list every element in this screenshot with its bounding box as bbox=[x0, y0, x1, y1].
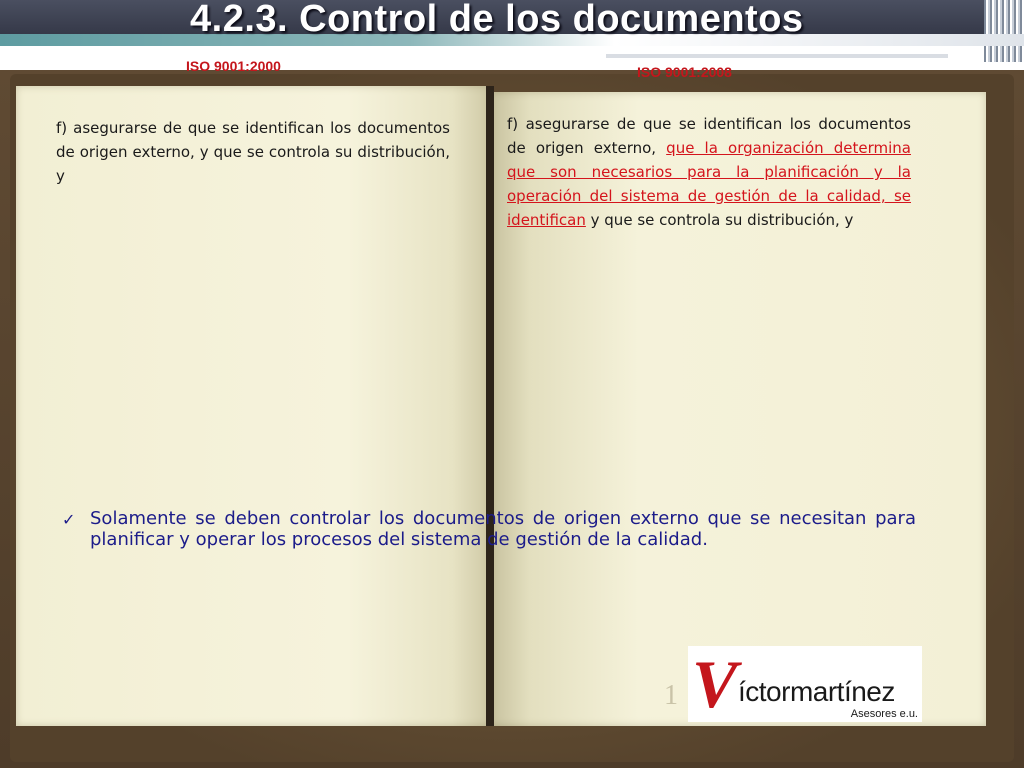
right-text-highlight: que la organización determina que son necesarios para la planificación y la operación del sistema de gestión de la calidad, se identifican bbox=[507, 139, 911, 229]
right-text-end: y que se controla su distribución, y bbox=[585, 211, 854, 229]
right-text-start: f) asegurarse de que se identifican los documentos de origen externo, bbox=[507, 115, 911, 157]
company-logo bbox=[688, 646, 922, 722]
logo-name: íctormartínez bbox=[738, 676, 895, 707]
accent-line-secondary bbox=[606, 54, 948, 58]
right-page-text bbox=[507, 112, 911, 232]
logo-subtitle: Asesores e.u. bbox=[850, 708, 918, 720]
check-icon: ✓ bbox=[62, 510, 76, 529]
left-page-text: f) asegurarse de que se identifican los documentos de origen externo, y que se controla su distribución, y bbox=[56, 119, 450, 185]
book-spine bbox=[486, 86, 494, 726]
iso-2008-label: ISO 9001:2008 bbox=[637, 64, 732, 80]
page-number: 1 bbox=[664, 680, 678, 711]
bullet-text: Solamente se deben controlar los documentos de origen externo que se necesitan para planificar y operar los procesos del sistema de gestión de la calidad. bbox=[90, 508, 916, 550]
decorative-stripes bbox=[984, 0, 1024, 62]
bullet-item bbox=[62, 508, 916, 550]
logo-letter: V bbox=[692, 646, 738, 722]
iso-2000-label: ISO 9001:2000 bbox=[186, 58, 281, 74]
slide-title: 4.2.3. Control de los documentos bbox=[190, 0, 804, 40]
